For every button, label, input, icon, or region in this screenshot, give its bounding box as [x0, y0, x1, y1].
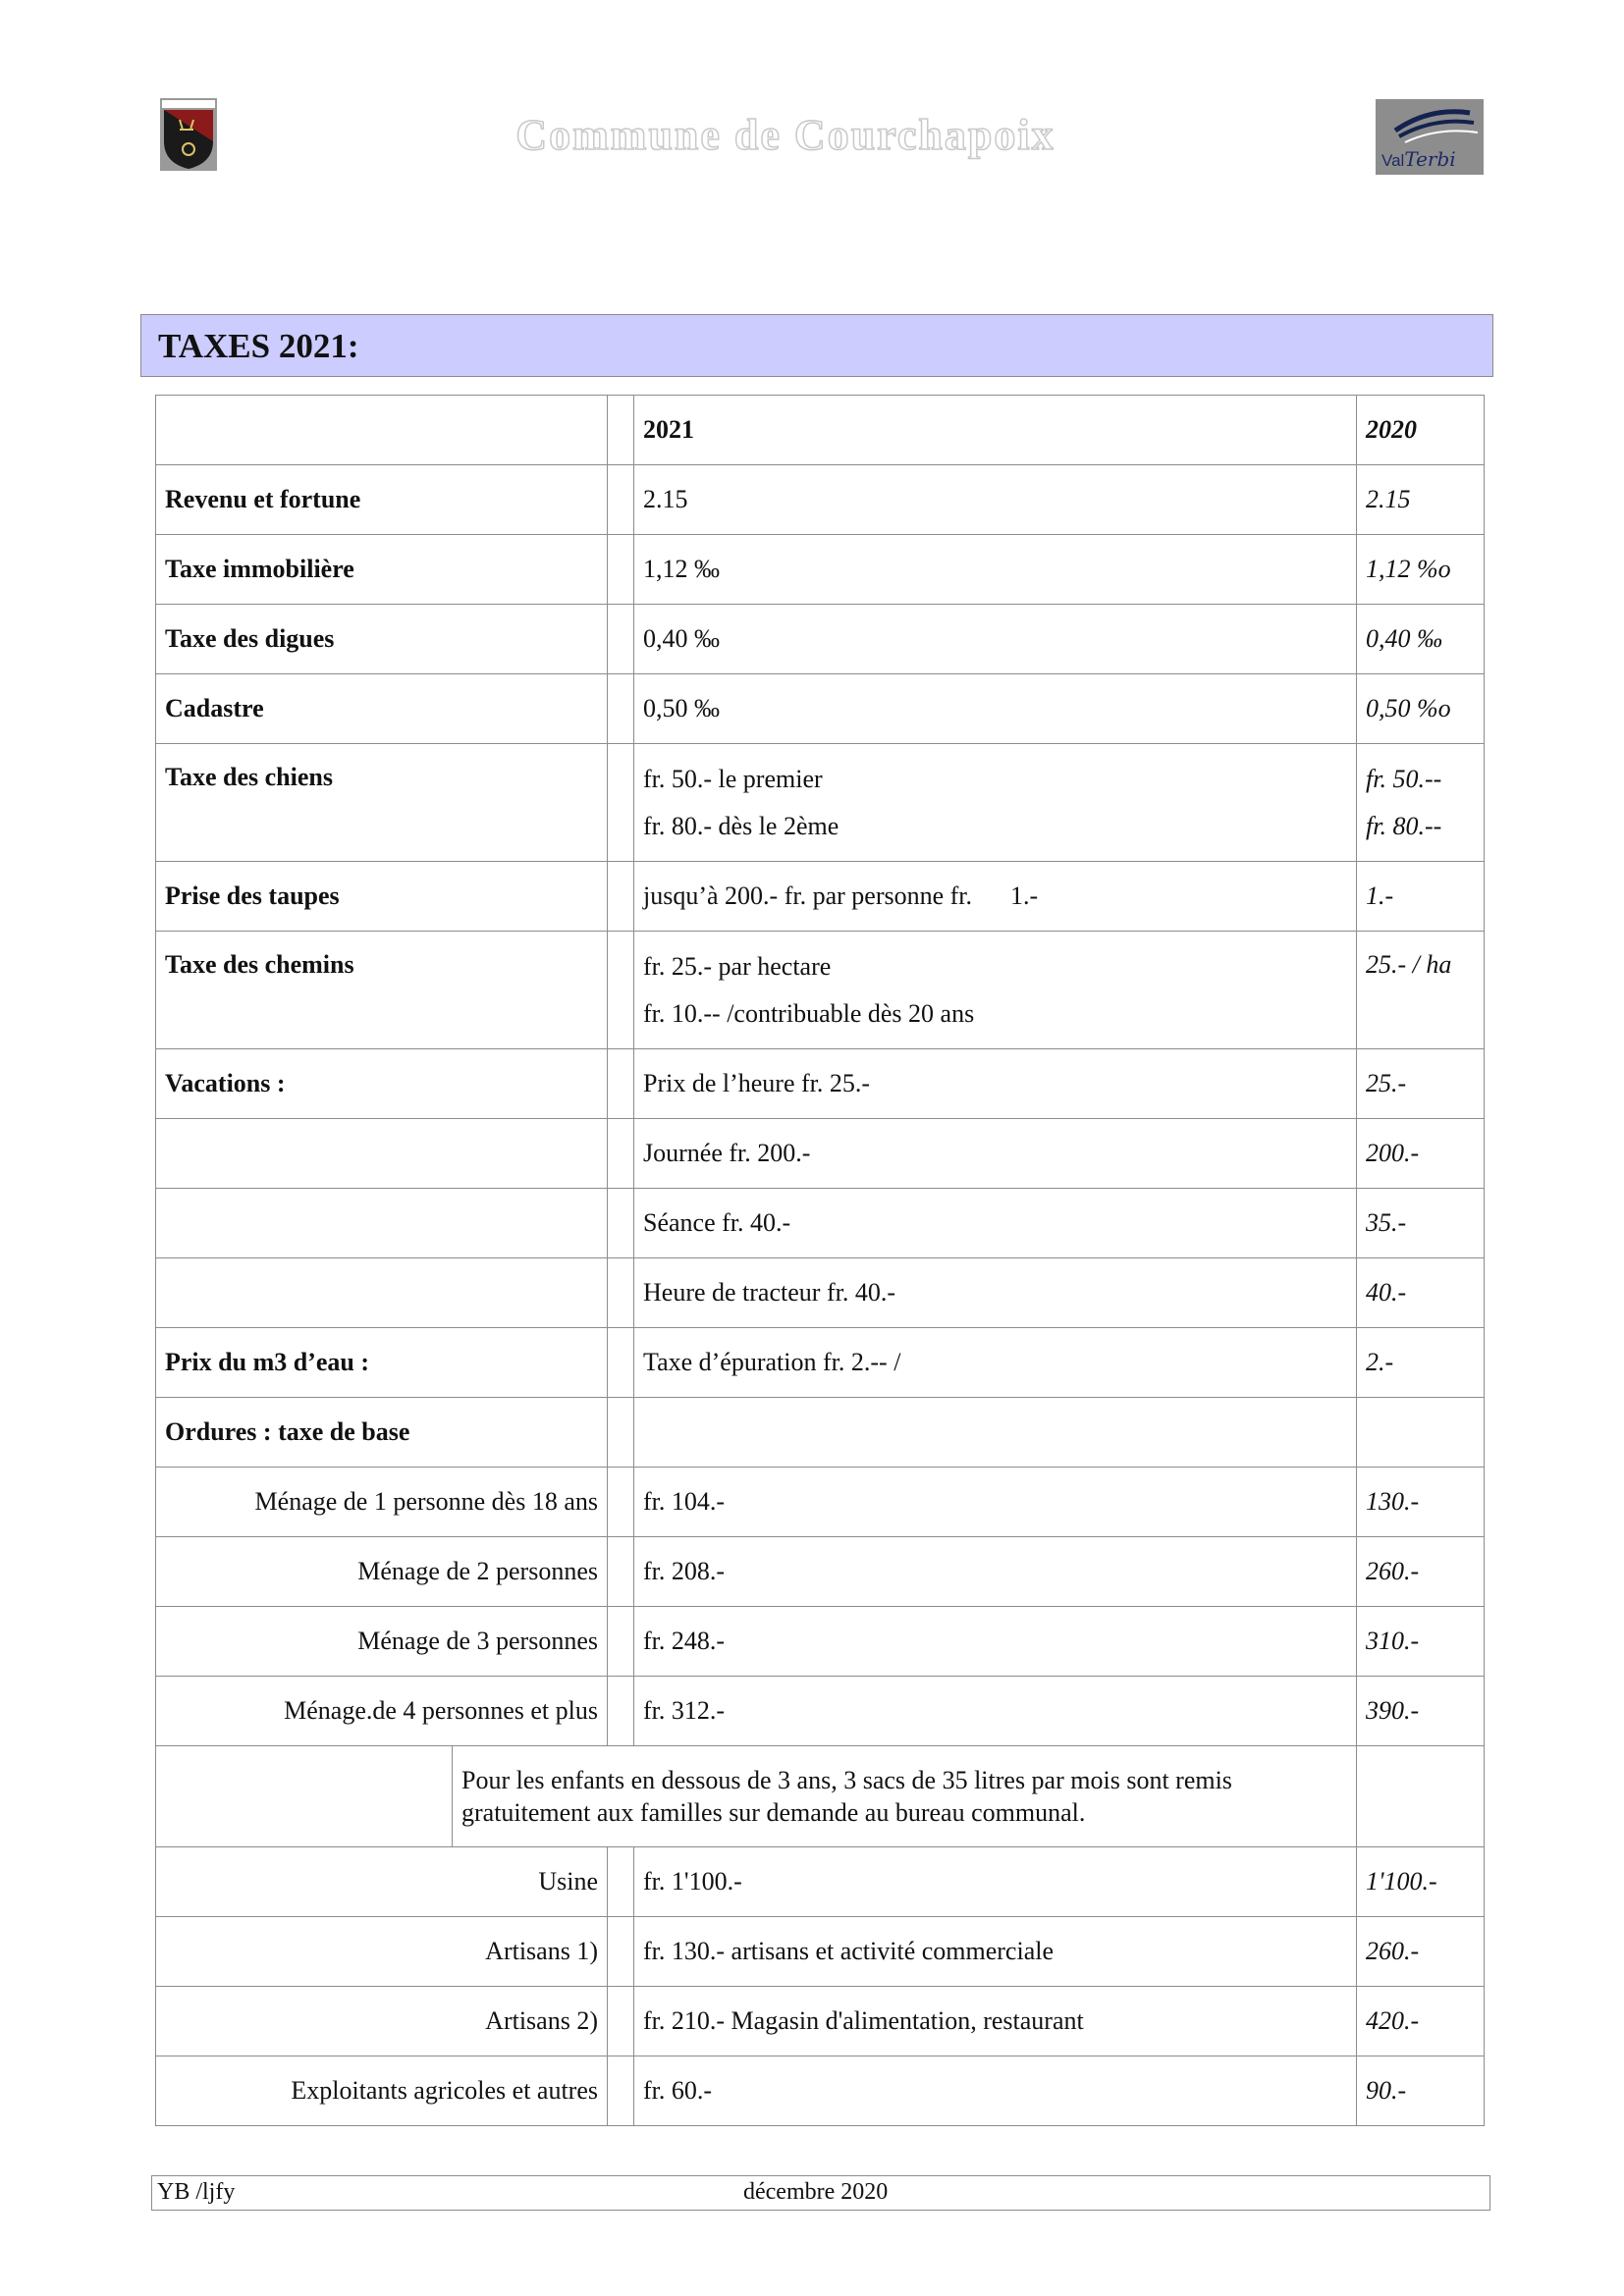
value-2021: fr. 208.-: [634, 1537, 1357, 1607]
value-2020: 310.-: [1357, 1607, 1485, 1677]
value-2020: [1357, 744, 1485, 862]
value-2020: 0,40 ‰: [1357, 605, 1485, 674]
value-2020: 40.-: [1357, 1258, 1485, 1328]
value-2021: Heure de tracteur fr. 40.-: [634, 1258, 1357, 1328]
value-line: fr. 10.-- /contribuable dès 20 ans: [643, 998, 975, 1028]
value-2021: Journée fr. 200.-: [634, 1119, 1357, 1189]
table-row: [156, 1119, 1485, 1189]
row-label: Ordures : taxe de base: [156, 1398, 608, 1468]
row-label: Cadastre: [156, 674, 608, 744]
value-2020: 90.-: [1357, 2056, 1485, 2126]
table-header-row: [156, 396, 1485, 465]
table-row: [156, 465, 1485, 535]
table-row: [156, 1537, 1485, 1607]
row-label: Ménage de 3 personnes: [156, 1607, 608, 1677]
value-2020: 2.15: [1357, 465, 1485, 535]
table-row: [156, 1398, 1485, 1468]
value-2021: fr. 312.-: [634, 1677, 1357, 1746]
row-label: Ménage.de 4 personnes et plus: [156, 1677, 608, 1746]
row-label: Prix du m3 d’eau :: [156, 1328, 608, 1398]
table-row: [156, 674, 1485, 744]
page-footer: [151, 2175, 1490, 2211]
value-2021: fr. 210.- Magasin d'alimentation, restaurant: [634, 1987, 1357, 2056]
value-2021: 0,50 ‰: [634, 674, 1357, 744]
value-2021: Taxe d’épuration fr. 2.-- /: [634, 1328, 1357, 1398]
table-row: [156, 1189, 1485, 1258]
row-label: Taxe des digues: [156, 605, 608, 674]
table-row: [156, 1258, 1485, 1328]
logo-text: ValTerbi: [1381, 147, 1456, 171]
table-row: [156, 932, 1485, 1049]
table-row: [156, 2056, 1485, 2126]
value-2020: 200.-: [1357, 1119, 1485, 1189]
value-2020: 2.-: [1357, 1328, 1485, 1398]
value-2021: 1,12 ‰: [634, 535, 1357, 605]
row-label: Exploitants agricoles et autres: [156, 2056, 608, 2126]
table-row: [156, 1328, 1485, 1398]
row-label: Revenu et fortune: [156, 465, 608, 535]
value-2020: 260.-: [1357, 1917, 1485, 1987]
table-row: [156, 1607, 1485, 1677]
row-label: Vacations :: [156, 1049, 608, 1119]
column-header-2020: 2020: [1357, 396, 1485, 465]
table-row: [156, 605, 1485, 674]
table-row: [156, 1987, 1485, 2056]
value-2020: 1'100.-: [1357, 1847, 1485, 1917]
value-2020: 25.- / ha: [1357, 932, 1485, 1049]
value-2021: jusqu’à 200.- fr. par personne fr. 1.-: [634, 862, 1357, 932]
table-row: [156, 1468, 1485, 1537]
tax-table: [155, 395, 1485, 2126]
value-2021: [634, 932, 1357, 1049]
value-2021: 0,40 ‰: [634, 605, 1357, 674]
table-row: [156, 1917, 1485, 1987]
page-title: Commune de Courchapoix: [515, 111, 1056, 159]
row-label: Ménage de 2 personnes: [156, 1537, 608, 1607]
val-terbi-logo: [1376, 99, 1484, 175]
value-2021: fr. 104.-: [634, 1468, 1357, 1537]
row-label: Artisans 2): [156, 1987, 608, 2056]
value-2021: fr. 1'100.-: [634, 1847, 1357, 1917]
row-label: Taxe immobilière: [156, 535, 608, 605]
table-row: [156, 744, 1485, 862]
value-line: fr. 50.--: [1366, 764, 1442, 793]
value-2020: 0,50 %o: [1357, 674, 1485, 744]
value-line: fr. 25.- par hectare: [643, 951, 832, 981]
row-label: Usine: [156, 1847, 608, 1917]
value-2020: 390.-: [1357, 1677, 1485, 1746]
value-2021: fr. 60.-: [634, 2056, 1357, 2126]
footer-reference: YB /ljfy: [157, 2179, 236, 2205]
row-label: Ménage de 1 personne dès 18 ans: [156, 1468, 608, 1537]
table-row: [156, 1847, 1485, 1917]
value-line: fr. 80.--: [1366, 811, 1442, 840]
note-text: Pour les enfants en dessous de 3 ans, 3 sacs de 35 litres par mois sont remis gratuitement aux familles sur demande au bureau communal.: [453, 1746, 1357, 1847]
value-2020: 25.-: [1357, 1049, 1485, 1119]
value-2020: 420.-: [1357, 1987, 1485, 2056]
value-2021: Séance fr. 40.-: [634, 1189, 1357, 1258]
value-2020: 130.-: [1357, 1468, 1485, 1537]
table-row: [156, 1746, 1485, 1847]
value-2021: fr. 130.- artisans et activité commerciale: [634, 1917, 1357, 1987]
value-line: fr. 80.- dès le 2ème: [643, 811, 839, 840]
value-2021: fr. 248.-: [634, 1607, 1357, 1677]
value-2020: 1.-: [1357, 862, 1485, 932]
row-label: Prise des taupes: [156, 862, 608, 932]
value-2020: 1,12 %o: [1357, 535, 1485, 605]
row-label: Taxe des chemins: [156, 932, 608, 1049]
row-label: Artisans 1): [156, 1917, 608, 1987]
section-title: TAXES 2021:: [158, 327, 359, 365]
value-2021: 2.15: [634, 465, 1357, 535]
table-row: [156, 1049, 1485, 1119]
table-row: [156, 1677, 1485, 1746]
value-2021: [634, 744, 1357, 862]
table-row: [156, 535, 1485, 605]
row-label: Taxe des chiens: [156, 744, 608, 862]
table-row: [156, 862, 1485, 932]
section-heading: [140, 314, 1493, 377]
value-2020: 35.-: [1357, 1189, 1485, 1258]
column-header-2021: 2021: [634, 396, 1357, 465]
value-line: fr. 50.- le premier: [643, 764, 823, 793]
footer-date: décembre 2020: [743, 2179, 889, 2205]
value-2021: Prix de l’heure fr. 25.-: [634, 1049, 1357, 1119]
value-2020: 260.-: [1357, 1537, 1485, 1607]
